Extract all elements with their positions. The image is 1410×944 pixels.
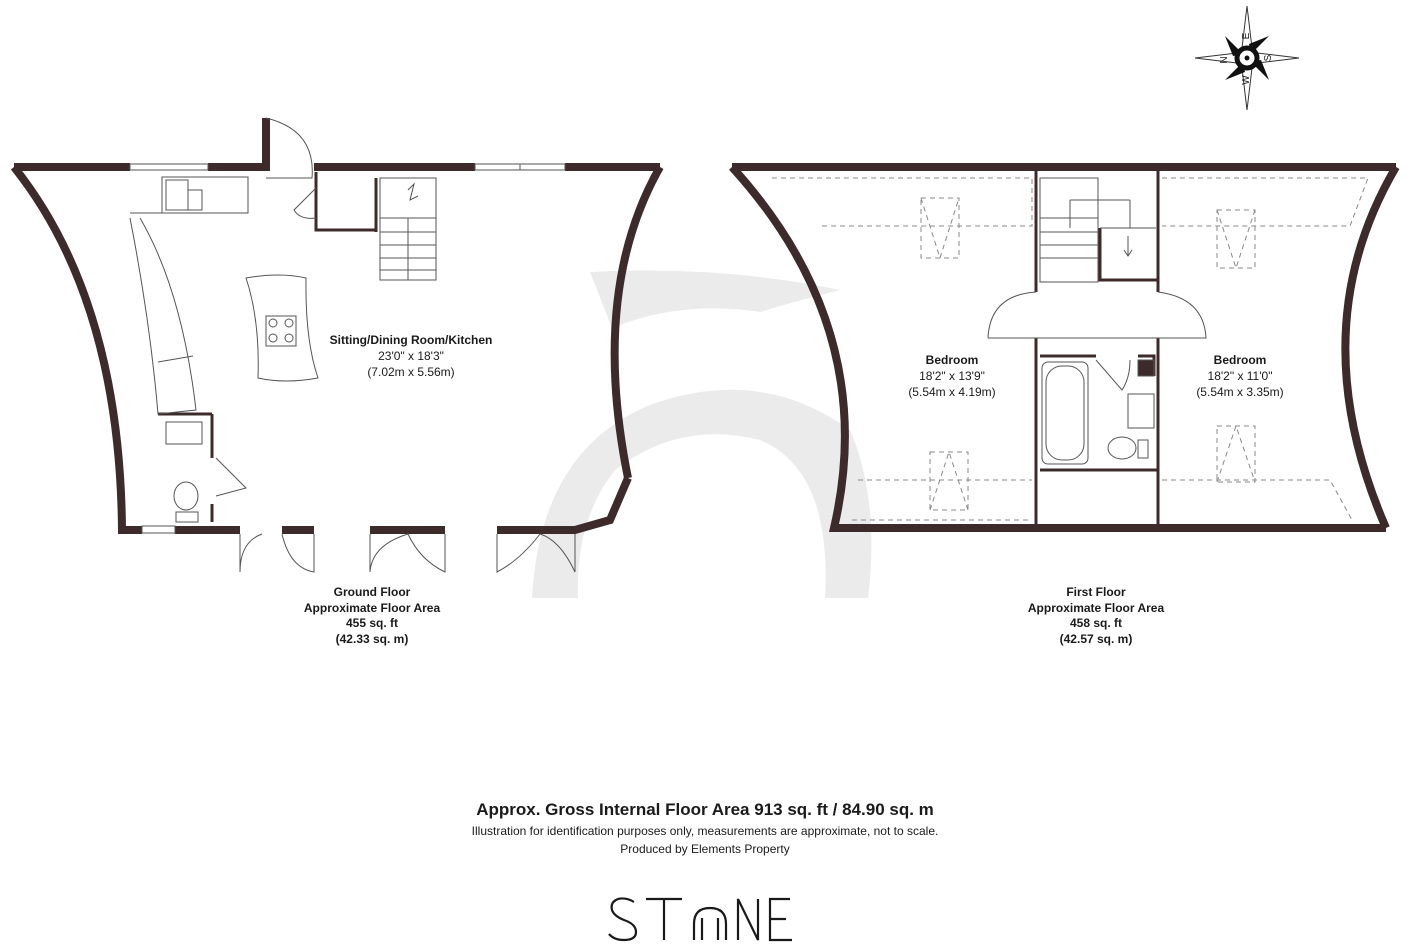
room-name: Bedroom (925, 353, 979, 367)
compass-n: N (1219, 56, 1230, 64)
floor-area-sqm: (42.33 sq. m) (335, 631, 409, 646)
compass-w: W (1241, 75, 1252, 85)
gross-floor-area-title: Approx. Gross Internal Floor Area 913 sq. ft / 84.90 sq. m (476, 800, 934, 819)
floor-name: Ground Floor (333, 585, 411, 599)
floor-area-sqm: (42.57 sq. m) (1059, 631, 1133, 646)
room-dimensions-metric: (7.02m x 5.56m) (367, 365, 455, 379)
compass-s: S (1263, 54, 1274, 62)
stone-logo (606, 894, 796, 944)
room-label-bedroom-left (882, 352, 1022, 400)
room-dimensions-metric: (5.54m x 3.35m) (1196, 385, 1284, 399)
floor-area-caption: Approximate Floor Area (1027, 600, 1165, 615)
first-floor-area-label (986, 585, 1206, 647)
first-floor-fixtures (988, 178, 1206, 464)
compass-e: E (1241, 32, 1252, 40)
floor-area-sqft: 458 sq. ft (1069, 616, 1123, 630)
room-name: Bedroom (1213, 353, 1267, 367)
room-dimensions-metric: (5.54m x 4.19m) (908, 385, 996, 399)
disclaimer-note: Illustration for identification purposes only, measurements are approximate, not to scale. (471, 824, 939, 838)
room-dimensions-imperial: 23'0" x 18'3" (378, 349, 444, 363)
room-dimensions-imperial: 18'2" x 13'9" (919, 369, 985, 383)
room-dimensions-imperial: 18'2" x 11'0" (1207, 369, 1273, 383)
room-label-sitting-dining-kitchen (300, 332, 522, 380)
compass-rose-icon (1195, 6, 1299, 110)
producer-credit: Produced by Elements Property (620, 842, 790, 856)
room-name: Sitting/Dining Room/Kitchen (329, 333, 493, 347)
room-label-bedroom-right (1170, 352, 1310, 400)
ground-floor-walls (14, 118, 660, 530)
floor-area-sqft: 455 sq. ft (345, 616, 399, 630)
watermark (532, 270, 871, 598)
floor-name: First Floor (1066, 585, 1126, 599)
first-floor-inner (1036, 170, 1158, 524)
floor-area-caption: Approximate Floor Area (303, 600, 441, 615)
ground-floor-area-label (262, 585, 482, 647)
